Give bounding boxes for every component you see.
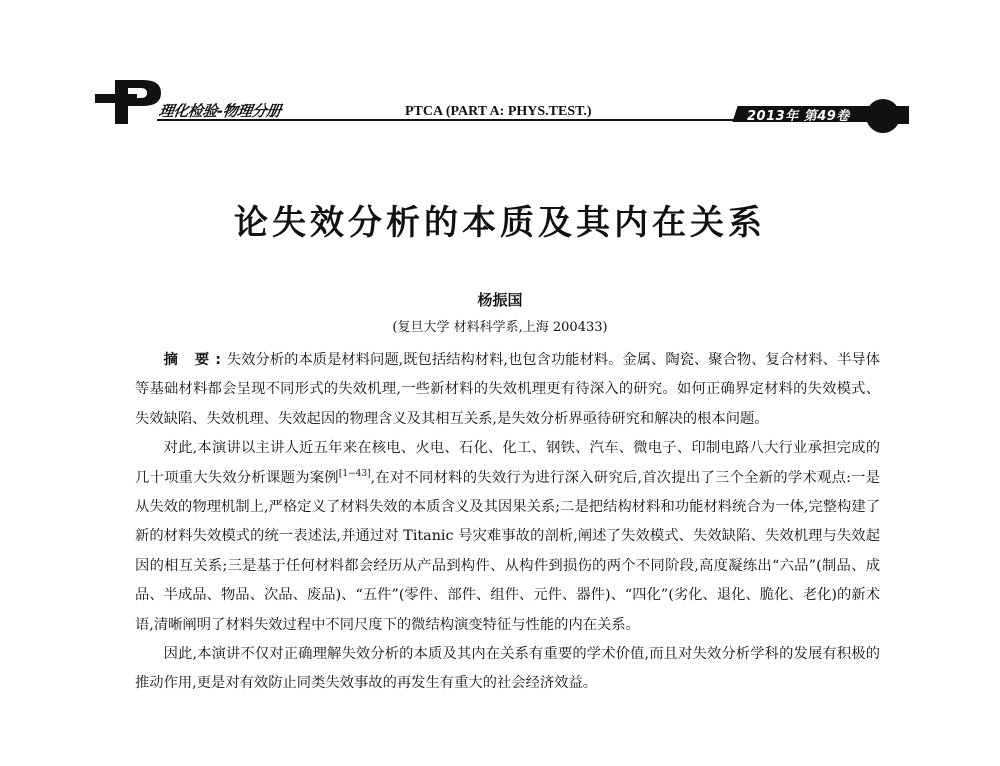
- abstract-paragraph-2: 对此,本演讲以主讲人近五年来在核电、火电、石化、化工、钢铁、汽车、微电子、印制电路八大行业承担完成的几十项重大失效分析课题为案例[1−43],在对不同材料的失效行为进行深入研究后,首次提出了三个全新的学术观点:一是从失效的物理机制上,严格定义了材料失效的本质含义及其因果关系;二是把结构材料和功能材料统合为一体,完整构建了新的材料失效模式的统一表述法,并通过对 Titanic 号灾难事故的剖析,阐述了失效模式、失效缺陷、失效机理与失效起因的相互关系;三是基于任何材料都会经历从产品到构件、从构件到损伤的两个不同阶段,高度凝练出“六品”(制品、成品、半成品、物品、次品、废品)、“五件”(零件、部件、组件、元件、器件)、“四化”(劣化、退化、脆化、老化)的新术语,清晰阐明了材料失效过程中不同尺度下的微结构演变特征与性能的内在关系。: [135, 440, 881, 633]
- citation-ref: [1−43]: [338, 468, 371, 479]
- header-tab: [883, 106, 909, 124]
- abstract-paragraph-1: 摘 要:失效分析的本质是材料问题,既包括结构材料,也包含功能材料。金属、陶瓷、聚合物、复合材料、半导体等基础材料都会呈现不同形式的失效机理,一些新材料的失效机理更有待深入的研究。如何正确界定材料的失效模式、失效缺陷、失效机理、失效起因的物理含义及其相互关系,是失效分析界亟待研究和解决的根本问题。: [135, 352, 880, 427]
- year-volume: 2013年 第49卷: [747, 109, 850, 124]
- abstract-body: [135, 346, 880, 699]
- abstract-paragraph-3: 因此,本演讲不仅对正确理解失效分析的本质及其内在关系有重要的学术价值,而且对失效分析学科的发展有积极的推动作用,更是对有效防止同类失效事故的再发生有重大的社会经济效益。: [135, 646, 880, 692]
- journal-name-english: PTCA (PART A: PHYS.TEST.): [405, 104, 592, 119]
- article-title: 论失效分析的本质及其内在关系: [234, 203, 766, 243]
- article-author: 杨振国: [477, 291, 523, 309]
- journal-logo-icon: [95, 78, 165, 124]
- author-affiliation: (复旦大学 材料科学系,上海 200433): [392, 320, 608, 335]
- journal-name-chinese: 理化检验-物理分册: [157, 102, 282, 120]
- abstract-label: 摘 要:: [163, 352, 227, 368]
- journal-header: [95, 78, 1000, 128]
